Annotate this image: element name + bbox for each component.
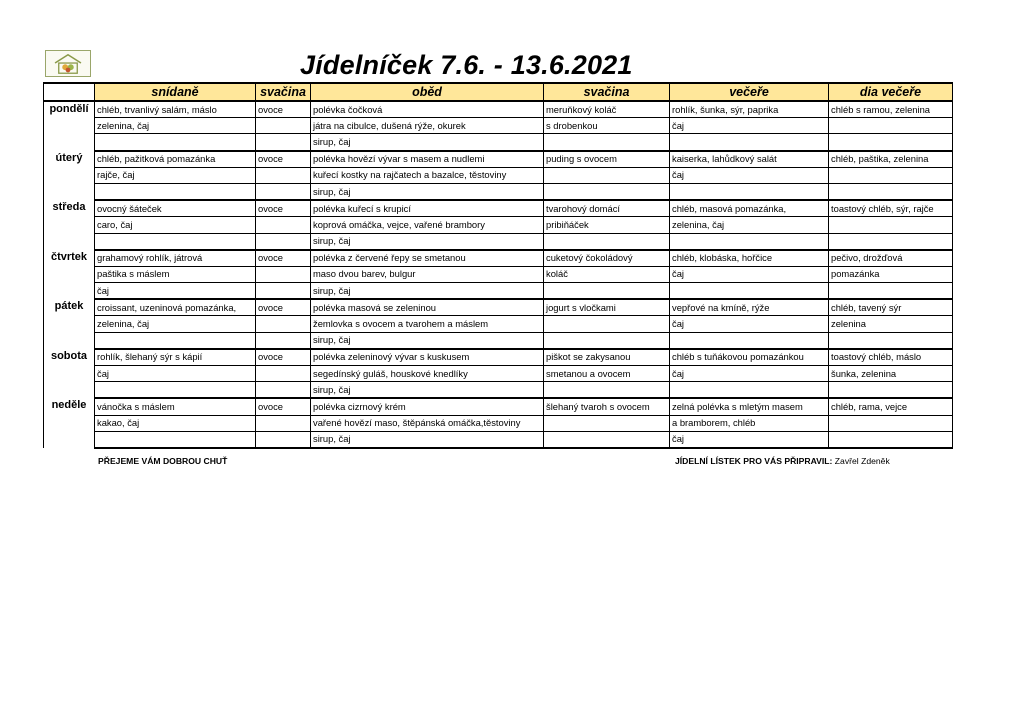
cell-dia-dinner xyxy=(829,134,953,151)
cell-snack-afternoon: meruňkový koláč xyxy=(544,101,670,118)
table-row xyxy=(44,118,953,134)
cell-dinner: čaj xyxy=(670,366,829,382)
table-row xyxy=(44,167,953,183)
cell-breakfast xyxy=(95,332,256,349)
header-day xyxy=(44,83,95,101)
document-title: Jídelníček 7.6. - 13.6.2021 xyxy=(300,50,633,80)
cell-snack-morning xyxy=(256,415,311,431)
cell-dia-dinner xyxy=(829,118,953,134)
cell-snack-morning xyxy=(256,134,311,151)
cell-snack-morning xyxy=(256,266,311,282)
cell-snack-morning: ovoce xyxy=(256,250,311,267)
cell-lunch: polévka čočková xyxy=(311,101,544,118)
cell-lunch: koprová omáčka, vejce, vařené brambory xyxy=(311,217,544,233)
cell-snack-afternoon xyxy=(544,431,670,448)
cell-snack-morning: ovoce xyxy=(256,398,311,415)
cell-dia-dinner xyxy=(829,167,953,183)
cell-breakfast: croissant, uzeninová pomazánka, xyxy=(95,299,256,316)
cell-dinner: zelenina, čaj xyxy=(670,217,829,233)
cell-snack-afternoon: puding s ovocem xyxy=(544,151,670,168)
cell-lunch: segedínský guláš, houskové knedlíky xyxy=(311,366,544,382)
header-dia-dinner: dia večeře xyxy=(829,83,953,101)
cell-lunch: sirup, čaj xyxy=(311,233,544,250)
cell-dinner: čaj xyxy=(670,316,829,332)
table-row xyxy=(44,332,953,349)
cell-dia-dinner: chléb, paštika, zelenina xyxy=(829,151,953,168)
header-snack-afternoon: svačina xyxy=(544,83,670,101)
header-breakfast: snídaně xyxy=(95,83,256,101)
cell-breakfast: rohlík, šlehaný sýr s kápií xyxy=(95,349,256,366)
cell-breakfast: čaj xyxy=(95,366,256,382)
cell-lunch: polévka zeleninový vývar s kuskusem xyxy=(311,349,544,366)
cell-breakfast xyxy=(95,183,256,200)
cell-snack-morning: ovoce xyxy=(256,200,311,217)
cell-snack-afternoon xyxy=(544,183,670,200)
cell-breakfast xyxy=(95,233,256,250)
table-row xyxy=(44,250,953,267)
day-label: úterý xyxy=(44,151,95,201)
cell-lunch: sirup, čaj xyxy=(311,183,544,200)
cell-breakfast: vánočka s máslem xyxy=(95,398,256,415)
cell-snack-morning: ovoce xyxy=(256,349,311,366)
cell-snack-morning: ovoce xyxy=(256,299,311,316)
cell-dinner: čaj xyxy=(670,118,829,134)
cell-dia-dinner: chléb, tavený sýr xyxy=(829,299,953,316)
cell-snack-afternoon xyxy=(544,382,670,399)
footer-author xyxy=(675,456,890,466)
cell-dia-dinner xyxy=(829,183,953,200)
table-row xyxy=(44,200,953,217)
header-dinner: večeře xyxy=(670,83,829,101)
table-row xyxy=(44,266,953,282)
cell-lunch: žemlovka s ovocem a tvarohem a máslem xyxy=(311,316,544,332)
cell-dia-dinner xyxy=(829,332,953,349)
table-row xyxy=(44,398,953,415)
cell-snack-afternoon: koláč xyxy=(544,266,670,282)
cell-dia-dinner: zelenina xyxy=(829,316,953,332)
cell-snack-morning xyxy=(256,431,311,448)
cell-dinner: chléb, klobáska, hořčice xyxy=(670,250,829,267)
cell-snack-afternoon xyxy=(544,332,670,349)
cell-dinner: vepřové na kmíně, rýže xyxy=(670,299,829,316)
cell-dia-dinner: šunka, zelenina xyxy=(829,366,953,382)
table-row xyxy=(44,217,953,233)
cell-dia-dinner: pečivo, drožďová xyxy=(829,250,953,267)
cell-snack-morning xyxy=(256,332,311,349)
day-label: středa xyxy=(44,200,95,250)
table-row xyxy=(44,431,953,448)
cell-breakfast: caro, čaj xyxy=(95,217,256,233)
cell-breakfast: chléb, pažitková pomazánka xyxy=(95,151,256,168)
cell-dia-dinner: chléb s ramou, zelenina xyxy=(829,101,953,118)
table-row xyxy=(44,233,953,250)
cell-breakfast: rajče, čaj xyxy=(95,167,256,183)
cell-lunch: kuřecí kostky na rajčatech a bazalce, těstoviny xyxy=(311,167,544,183)
footer-author-name: Zavřel Zdeněk xyxy=(832,456,890,466)
cell-dinner: čaj xyxy=(670,266,829,282)
cell-dia-dinner: toastový chléb, máslo xyxy=(829,349,953,366)
table-row xyxy=(44,151,953,168)
cell-snack-morning xyxy=(256,283,311,300)
cell-lunch: maso dvou barev, bulgur xyxy=(311,266,544,282)
cell-dia-dinner xyxy=(829,415,953,431)
cell-dinner xyxy=(670,283,829,300)
cell-snack-afternoon: piškot se zakysanou xyxy=(544,349,670,366)
cell-breakfast: čaj xyxy=(95,283,256,300)
header-row xyxy=(44,83,953,101)
cell-snack-afternoon xyxy=(544,415,670,431)
cell-snack-afternoon: pribiňáček xyxy=(544,217,670,233)
cell-breakfast xyxy=(95,382,256,399)
cell-dinner: rohlík, šunka, sýr, paprika xyxy=(670,101,829,118)
cell-breakfast: ovocný šáteček xyxy=(95,200,256,217)
footer-greeting-text: PŘEJEME VÁM DOBROU CHUŤ xyxy=(98,456,228,466)
cell-snack-afternoon: tvarohový domácí xyxy=(544,200,670,217)
cell-breakfast: zelenina, čaj xyxy=(95,316,256,332)
cell-snack-afternoon: jogurt s vločkami xyxy=(544,299,670,316)
footer-greeting xyxy=(98,456,227,466)
house-logo-icon xyxy=(45,50,91,77)
table-row xyxy=(44,382,953,399)
cell-dinner xyxy=(670,183,829,200)
cell-snack-morning xyxy=(256,183,311,200)
cell-dinner xyxy=(670,233,829,250)
cell-dinner: a bramborem, chléb xyxy=(670,415,829,431)
cell-dinner: chléb s tuňákovou pomazánkou xyxy=(670,349,829,366)
cell-snack-afternoon xyxy=(544,167,670,183)
cell-dia-dinner xyxy=(829,431,953,448)
cell-snack-morning: ovoce xyxy=(256,151,311,168)
cell-lunch: sirup, čaj xyxy=(311,283,544,300)
cell-snack-afternoon xyxy=(544,283,670,300)
cell-dinner: čaj xyxy=(670,431,829,448)
table-row xyxy=(44,316,953,332)
cell-snack-morning xyxy=(256,316,311,332)
cell-dia-dinner xyxy=(829,382,953,399)
cell-dinner: čaj xyxy=(670,167,829,183)
cell-snack-morning xyxy=(256,217,311,233)
cell-lunch: sirup, čaj xyxy=(311,382,544,399)
menu-body xyxy=(44,101,953,448)
cell-dinner: chléb, masová pomazánka, xyxy=(670,200,829,217)
cell-lunch: vařené hovězí maso, štěpánská omáčka,těstoviny xyxy=(311,415,544,431)
cell-snack-morning xyxy=(256,233,311,250)
cell-dinner xyxy=(670,332,829,349)
cell-dinner: kaiserka, lahůdkový salát xyxy=(670,151,829,168)
cell-dinner xyxy=(670,134,829,151)
cell-snack-afternoon xyxy=(544,316,670,332)
cell-lunch: polévka hovězí vývar s masem a nudlemi xyxy=(311,151,544,168)
cell-lunch: játra na cibulce, dušená rýže, okurek xyxy=(311,118,544,134)
cell-lunch: sirup, čaj xyxy=(311,332,544,349)
table-row xyxy=(44,134,953,151)
day-label: pátek xyxy=(44,299,95,349)
cell-breakfast: grahamový rohlík, játrová xyxy=(95,250,256,267)
cell-snack-morning xyxy=(256,366,311,382)
cell-breakfast: paštika s máslem xyxy=(95,266,256,282)
cell-snack-afternoon: smetanou a ovocem xyxy=(544,366,670,382)
table-row xyxy=(44,101,953,118)
cell-dia-dinner: pomazánka xyxy=(829,266,953,282)
table-row xyxy=(44,366,953,382)
header-snack-morning: svačina xyxy=(256,83,311,101)
cell-dia-dinner: chléb, rama, vejce xyxy=(829,398,953,415)
cell-dinner: zelná polévka s mletým masem xyxy=(670,398,829,415)
day-label: neděle xyxy=(44,398,95,448)
cell-lunch: sirup, čaj xyxy=(311,431,544,448)
cell-dia-dinner xyxy=(829,233,953,250)
cell-breakfast xyxy=(95,134,256,151)
table-row xyxy=(44,183,953,200)
cell-snack-afternoon xyxy=(544,134,670,151)
menu-table xyxy=(43,82,953,449)
cell-breakfast: chléb, trvanlivý salám, máslo xyxy=(95,101,256,118)
cell-breakfast: kakao, čaj xyxy=(95,415,256,431)
table-row xyxy=(44,415,953,431)
cell-snack-morning xyxy=(256,382,311,399)
table-row xyxy=(44,349,953,366)
cell-snack-afternoon xyxy=(544,233,670,250)
day-label: pondělí xyxy=(44,101,95,151)
header-lunch: oběd xyxy=(311,83,544,101)
day-label: čtvrtek xyxy=(44,250,95,300)
footer-author-label: JÍDELNÍ LÍSTEK PRO VÁS PŘIPRAVIL: xyxy=(675,456,833,466)
cell-dia-dinner xyxy=(829,283,953,300)
cell-snack-morning: ovoce xyxy=(256,101,311,118)
cell-snack-afternoon: cuketový čokoládový xyxy=(544,250,670,267)
day-label: sobota xyxy=(44,349,95,399)
cell-dinner xyxy=(670,382,829,399)
cell-breakfast: zelenina, čaj xyxy=(95,118,256,134)
cell-lunch: sirup, čaj xyxy=(311,134,544,151)
cell-lunch: polévka masová se zeleninou xyxy=(311,299,544,316)
cell-lunch: polévka kuřecí s krupicí xyxy=(311,200,544,217)
cell-lunch: polévka cizrnový krém xyxy=(311,398,544,415)
cell-snack-morning xyxy=(256,167,311,183)
cell-dia-dinner: toastový chléb, sýr, rajče xyxy=(829,200,953,217)
cell-snack-afternoon: s drobenkou xyxy=(544,118,670,134)
cell-snack-morning xyxy=(256,118,311,134)
table-row xyxy=(44,283,953,300)
cell-breakfast xyxy=(95,431,256,448)
table-row xyxy=(44,299,953,316)
cell-dia-dinner xyxy=(829,217,953,233)
cell-snack-afternoon: šlehaný tvaroh s ovocem xyxy=(544,398,670,415)
cell-lunch: polévka z červené řepy se smetanou xyxy=(311,250,544,267)
